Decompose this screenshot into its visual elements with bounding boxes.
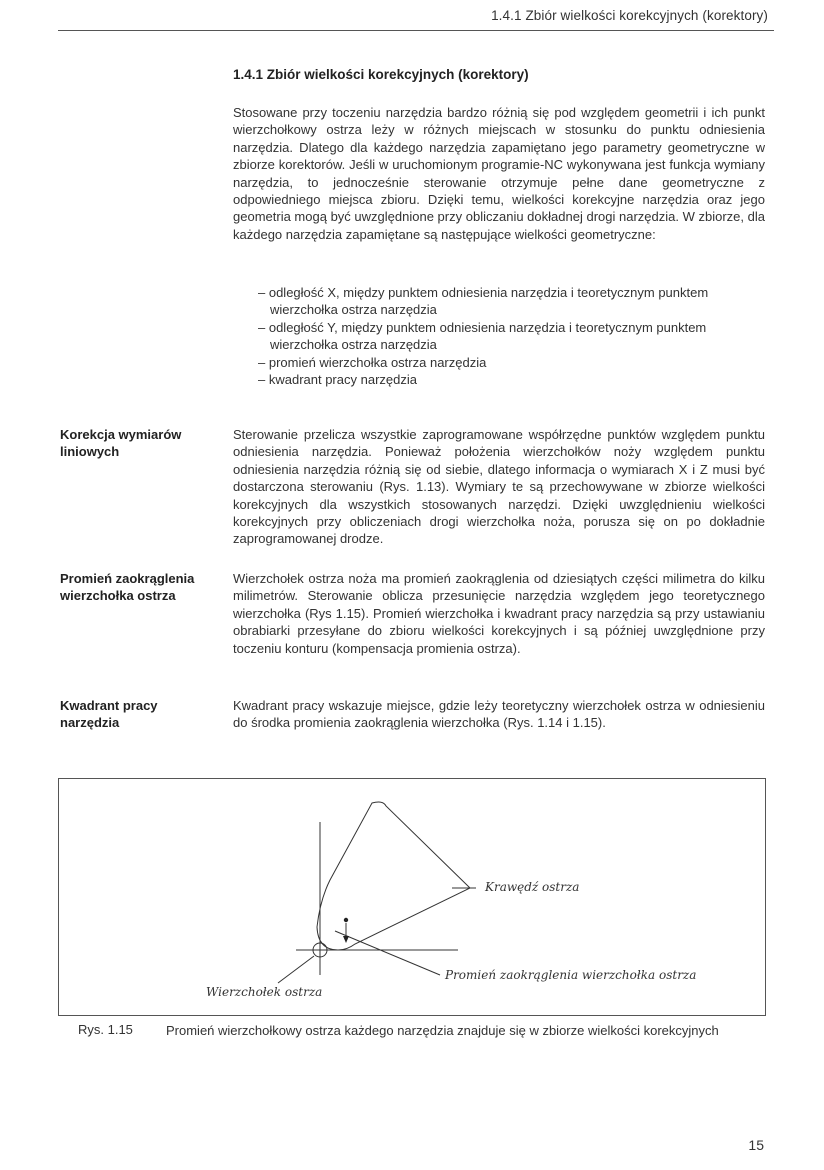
section-title: 1.4.1 Zbiór wielkości korekcyjnych (korektory) bbox=[233, 67, 529, 82]
running-header: 1.4.1 Zbiór wielkości korekcyjnych (korektory) bbox=[491, 8, 768, 23]
page-number: 15 bbox=[748, 1137, 764, 1153]
figure-number: Rys. 1.15 bbox=[78, 1022, 133, 1037]
center-point bbox=[344, 918, 348, 922]
list-item: – kwadrant pracy narzędzia bbox=[258, 372, 417, 388]
side-heading-linear-correction: Korekcja wymiarów liniowych bbox=[60, 427, 182, 460]
radius-arrow-head bbox=[343, 936, 349, 943]
paragraph-nose-radius: Wierzchołek ostrza noża ma promień zaokrąglenia od dziesiątych części milimetra do kilku milimetrów. Sterowanie oblicza przesunięcie narzędzia względem jego teoretycznego wierzchołka (Rys 1.15). Promień wierzchołka i kwadrant pracy narzędzia są przy ustawianiu obrabiarki przesyłane do zbioru wielkości korekcyjnych i są później uwzględnione przy toczeniu konturu (kompensacja promienia ostrza). bbox=[233, 571, 765, 656]
list-item: – promień wierzchołka ostrza narzędzia bbox=[258, 354, 487, 370]
label-cutting-edge: Krawędź ostrza bbox=[485, 880, 580, 894]
list-item: – odległość Y, między punktem odniesienia narzędzia i teoretycznym punktem wierzchołka ostrza narzędzia bbox=[258, 319, 707, 353]
label-tool-tip: Wierzchołek ostrza bbox=[206, 985, 323, 999]
radius-leader-line bbox=[335, 931, 440, 975]
side-heading-nose-radius: Promień zaokrąglenia wierzchołka ostrza bbox=[60, 571, 195, 604]
paragraph-linear-correction: Sterowanie przelicza wszystkie zaprogramowane współrzędne punktów względem punktu odniesienia narzędzia. Ponieważ położenia wierzchołków noży względem punktu odniesienia narzędzia różnią się od siebie, dlatego informacja o wymiarach X i Z musi być dostarczona sterowaniu (Rys. 1.13). Wymiary te są przechowywane w zbiorze wielkości korekcyjnych dla wszystkich stosowanych narzędzi. Dzięki uwzględnieniu wielkości korekcyjnych przy obliczeniach drogi wierzchołka noża, porusza się on po dokładnie zaprogramowanej drodze. bbox=[233, 427, 765, 547]
figure-caption: Promień wierzchołkowy ostrza każdego narzędzia znajduje się w zbiorze wielkości korekcyjnych bbox=[166, 1023, 719, 1038]
paragraph-tool-quadrant: Kwadrant pracy wskazuje miejsce, gdzie leży teoretyczny wierzchołek ostrza w odniesieniu do środka promienia zaokrąglenia wierzchołka (Rys. 1.14 i 1.15). bbox=[233, 698, 765, 731]
tip-leader-line bbox=[278, 956, 314, 983]
label-nose-radius: Promień zaokrąglenia wierzchołka ostrza bbox=[445, 968, 697, 982]
intro-paragraph: Stosowane przy toczeniu narzędzia bardzo różnią się pod względem geometrii i ich punkt wierzchołkowy ostrza leży w różnych miejscach w stosunku do punktu odniesienia narzędzia. Dlatego dla każdego narzędzia zapamiętano jego parametry geometryczne w zbiorze korektorów. Jeśli w uruchomionym programie-NC wykonywana jest funkcja wymiany narzędzia, to jednocześnie sterowanie otrzymuje pełne dane geometryczne z odpowiedniego miejsca zbioru. Dzięki temu, wielkości korekcyjne narzędzia oraz jego geometria mogą być uwzględnione przy obliczaniu dokładnej drogi narzędzia. W zbiorze, dla każdego narzędzia zapamiętane są następujące wielkości geometryczne: bbox=[233, 105, 765, 242]
tool-cutting-edge bbox=[317, 802, 470, 950]
list-item: – odległość X, między punktem odniesienia narzędzia i teoretycznym punktem wierzchołka ostrza narzędzia bbox=[258, 285, 709, 318]
side-heading-tool-quadrant: Kwadrant pracy narzędzia bbox=[60, 698, 158, 731]
